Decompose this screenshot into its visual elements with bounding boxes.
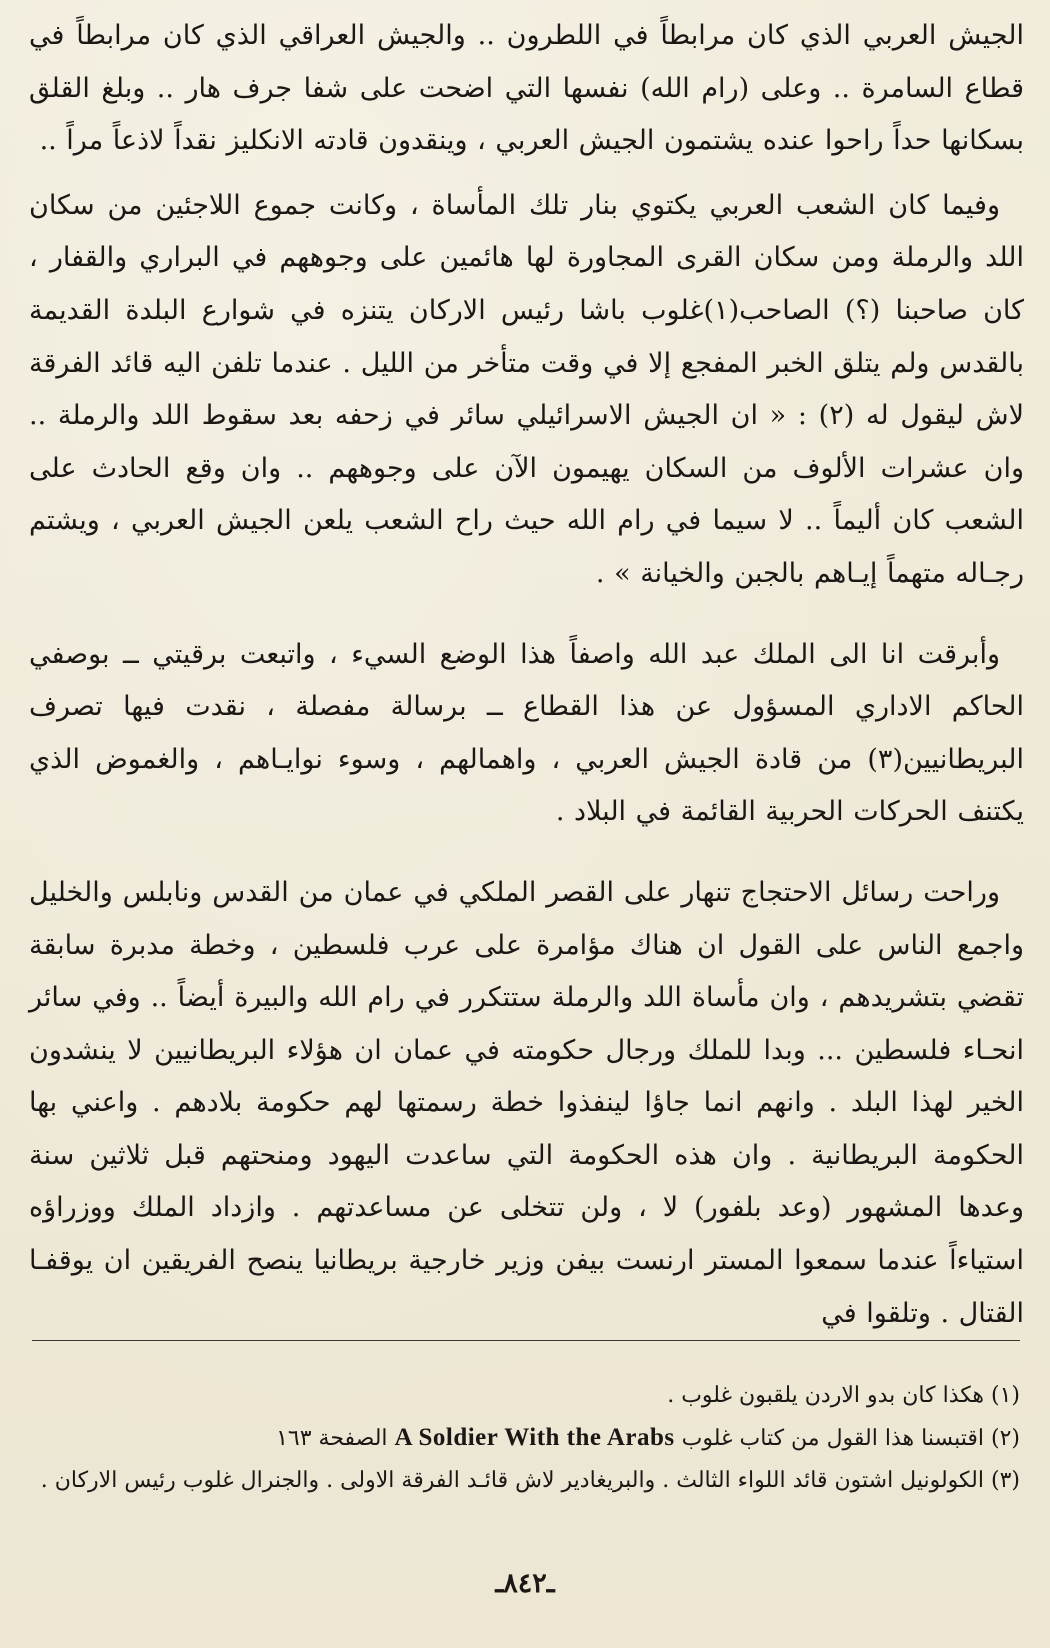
page-number: ـ٨٤٢ـ [495,1568,555,1599]
paragraph-3: وأبرقت انا الى الملك عبد الله واصفاً هذا الوضع السيء ، واتبعت برقيتي ــ بوصفي الحاكم الاداري المسؤول عن هذا القطاع ــ برسالة مفصلة ، نقدت فيها تصرف البريطانيين(٣) من قادة الجيش العربي ، واهمالهم ، وسوء نوايـاهم ، والغموض الذي يكتنف الحركات الحربية القائمة في البلاد . [29,638,1024,828]
footnote-2 [30,1417,1020,1460]
footnotes [30,1375,1020,1502]
footnote-3: (٣) الكولونيل اشتون قائد اللواء الثالث . والبريغادير لاش قائـد الفرقة الاولى . والجنرال غلوب رئيس الاركان . [40,1468,1020,1493]
paragraph-2: وفيما كان الشعب العربي يكتوي بنار تلك المأساة ، وكانت جموع اللاجئين من سكان اللد والرملة ومن سكان القرى المجاورة لها هائمين على وجوههم في البراري والقفار ، كان صاحبنا (؟) الصاحب(١)غلوب باشا رئيس الاركان يتنزه في شوارع البلدة القديمة بالقدس ولم يتلق الخبر المفجع إلا في وقت متأخر من الليل . عندما تلفن اليه قائد الفرقة لاش ليقول له (٢) : « ان الجيش الاسرائيلي سائر في زحفه بعد سقوط اللد والرملة .. وان عشرات الألوف من السكان يهيمون الآن على وجوههم .. وان وقع الحادث على الشعب كان أليماً .. لا سيما في رام الله حيث راح الشعب يلعن الجيش العربي ، ويشتم رجـاله متهماً إيـاهم بالجبن والخيانة » . [29,189,1024,589]
footnote-2-prefix: (٢) اقتبسنا هذا القول من كتاب غلوب [681,1426,1020,1451]
paragraph-1: الجيش العربي الذي كان مرابطاً في اللطرون .. والجيش العراقي الذي كان مرابطاً في قطاع السامرة .. وعلى (رام الله) نفسها التي اضحت على شفا جرف هار .. وبلغ القلق بسكانها حداً راحوا عنده يشتمون الجيش العربي ، وينقدون قادته الانكليز نقداً لاذعاً مراً .. [29,20,1024,157]
book-title: A Soldier With the Arabs [394,1424,675,1451]
paragraph-4: وراحت رسائل الاحتجاج تنهار على القصر الملكي في عمان من القدس ونابلس والخليل واجمع الناس على القول ان هناك مؤامرة على عرب فلسطين ، وخطة مدبرة سابقة تقضي بتشريدهم ، وان مأساة اللد والرملة ستتكرر في رام الله والبيرة أيضاً .. وفي سائر انحـاء فلسطين ... وبدا للملك ورجال حكومته في عمان ان هؤلاء البريطانيين لا ينشدون الخير لهذا البلد . وانهم انما جاؤا لينفذوا خطة رسمتها لهم حكومة بلادهم . واعني بها الحكومة البريطانية . وان هذه الحكومة التي ساعدت اليهود ومنحتهم قبل ثلاثين سنة وعدها المشهور (وعد بلفور) لا ، ولن تتخلى عن مساعدتهم . وازداد الملك ووزراؤه استياءاً عندما سمعوا المستر ارنست بيفن وزير خارجية بريطانيا ينصح الفريقين ان يوقفـا القتال . وتلقوا في [29,876,1024,1329]
footnote-2-suffix: الصفحة ١٦٣ [276,1426,388,1451]
main-text [29,10,1024,1340]
footnote-1: (١) هكذا كان بدو الاردن يلقبون غلوب . [667,1383,1020,1408]
footnote-divider [32,1340,1020,1341]
